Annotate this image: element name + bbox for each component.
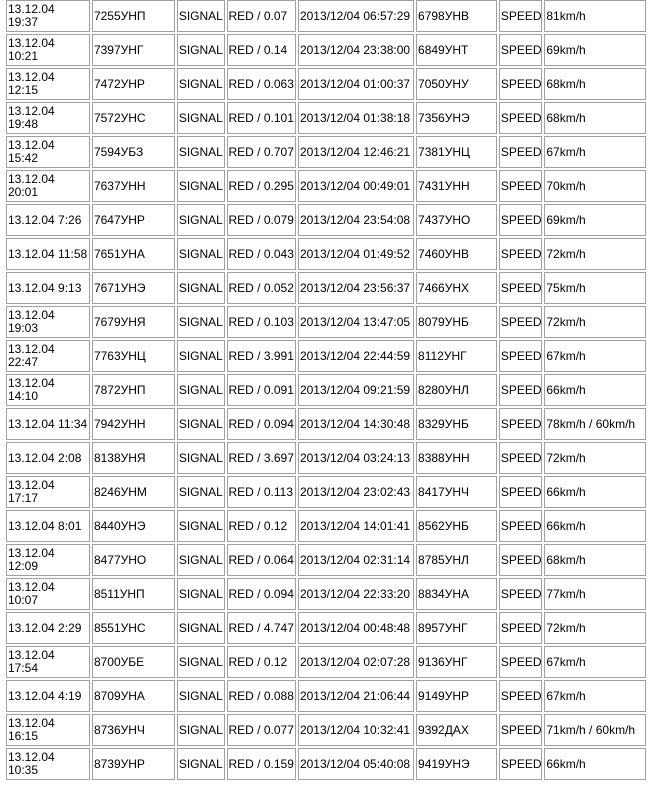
- red-value-cell: RED / 0.101: [227, 102, 296, 134]
- red-value-cell: RED / 0.079: [227, 204, 296, 236]
- plate-id-2-cell: 8112УНГ: [416, 340, 497, 372]
- signal-label-cell: SIGNAL: [177, 204, 225, 236]
- date-cell: 13.12.04 12:09: [6, 544, 90, 576]
- speed-label-cell: SPEED: [499, 306, 543, 338]
- timestamp-cell: 2013/12/04 21:06:44: [298, 680, 414, 712]
- plate-id-2-cell: 8417УНЧ: [416, 476, 497, 508]
- date-cell: 13.12.04 15:42: [6, 136, 90, 168]
- speed-value-cell: 72km/h: [544, 306, 646, 338]
- red-value-cell: RED / 0.088: [227, 680, 296, 712]
- speed-label-cell: SPEED: [499, 544, 543, 576]
- speed-value-cell: 66km/h: [544, 374, 646, 406]
- red-value-cell: RED / 0.07: [227, 0, 296, 32]
- speed-label-cell: SPEED: [499, 748, 543, 780]
- timestamp-cell: 2013/12/04 01:38:18: [298, 102, 414, 134]
- timestamp-cell: 2013/12/04 23:38:00: [298, 34, 414, 66]
- plate-id-2-cell: 8079УНБ: [416, 306, 497, 338]
- signal-label-cell: SIGNAL: [177, 340, 225, 372]
- speed-label-cell: SPEED: [499, 102, 543, 134]
- records-table: [4, 0, 648, 782]
- red-value-cell: RED / 0.094: [227, 578, 296, 610]
- signal-label-cell: SIGNAL: [177, 578, 225, 610]
- timestamp-cell: 2013/12/04 23:56:37: [298, 272, 414, 304]
- red-value-cell: RED / 3.697: [227, 442, 296, 474]
- plate-id-2-cell: 9136УНГ: [416, 646, 497, 678]
- plate-id-cell: 7651УНА: [92, 238, 175, 270]
- speed-label-cell: SPEED: [499, 578, 543, 610]
- plate-id-2-cell: 8388УНН: [416, 442, 497, 474]
- speed-value-cell: 72km/h: [544, 612, 646, 644]
- speed-value-cell: 69km/h: [544, 34, 646, 66]
- plate-id-cell: 7671УНЭ: [92, 272, 175, 304]
- signal-label-cell: SIGNAL: [177, 68, 225, 100]
- plate-id-2-cell: 6849УНТ: [416, 34, 497, 66]
- red-value-cell: RED / 4.747: [227, 612, 296, 644]
- date-cell: 13.12.04 12:15: [6, 68, 90, 100]
- signal-label-cell: SIGNAL: [177, 272, 225, 304]
- speed-value-cell: 67km/h: [544, 680, 646, 712]
- plate-id-2-cell: 8785УНЛ: [416, 544, 497, 576]
- table-row: [6, 578, 646, 610]
- table-row: [6, 510, 646, 542]
- plate-id-2-cell: 9419УНЭ: [416, 748, 497, 780]
- speed-label-cell: SPEED: [499, 612, 543, 644]
- plate-id-2-cell: 9149УНР: [416, 680, 497, 712]
- red-value-cell: RED / 0.12: [227, 646, 296, 678]
- speed-value-cell: 69km/h: [544, 204, 646, 236]
- table-row: [6, 646, 646, 678]
- date-cell: 13.12.04 10:07: [6, 578, 90, 610]
- red-value-cell: RED / 3.991: [227, 340, 296, 372]
- signal-label-cell: SIGNAL: [177, 748, 225, 780]
- table-row: [6, 374, 646, 406]
- date-cell: 13.12.04 4:19: [6, 680, 90, 712]
- plate-id-2-cell: 7466УНХ: [416, 272, 497, 304]
- plate-id-cell: 8551УНС: [92, 612, 175, 644]
- timestamp-cell: 2013/12/04 01:49:52: [298, 238, 414, 270]
- speed-label-cell: SPEED: [499, 136, 543, 168]
- speed-label-cell: SPEED: [499, 374, 543, 406]
- plate-id-cell: 8739УНР: [92, 748, 175, 780]
- speed-label-cell: SPEED: [499, 680, 543, 712]
- date-cell: 13.12.04 10:21: [6, 34, 90, 66]
- signal-label-cell: SIGNAL: [177, 34, 225, 66]
- plate-id-cell: 8709УНА: [92, 680, 175, 712]
- plate-id-cell: 7594УБЗ: [92, 136, 175, 168]
- signal-label-cell: SIGNAL: [177, 306, 225, 338]
- speed-value-cell: 68km/h: [544, 68, 646, 100]
- date-cell: 13.12.04 11:58: [6, 238, 90, 270]
- plate-id-cell: 8246УНМ: [92, 476, 175, 508]
- date-cell: 13.12.04 17:54: [6, 646, 90, 678]
- speed-value-cell: 67km/h: [544, 646, 646, 678]
- date-cell: 13.12.04 11:34: [6, 408, 90, 440]
- speed-value-cell: 67km/h: [544, 340, 646, 372]
- timestamp-cell: 2013/12/04 12:46:21: [298, 136, 414, 168]
- table-row: [6, 306, 646, 338]
- plate-id-2-cell: 8957УНГ: [416, 612, 497, 644]
- timestamp-cell: 2013/12/04 14:01:41: [298, 510, 414, 542]
- plate-id-2-cell: 9392ДАХ: [416, 714, 497, 746]
- plate-id-cell: 8700УБЕ: [92, 646, 175, 678]
- date-cell: 13.12.04 19:37: [6, 0, 90, 32]
- red-value-cell: RED / 0.052: [227, 272, 296, 304]
- signal-label-cell: SIGNAL: [177, 102, 225, 134]
- timestamp-cell: 2013/12/04 22:33:20: [298, 578, 414, 610]
- table-row: [6, 68, 646, 100]
- plate-id-cell: 8477УНО: [92, 544, 175, 576]
- speed-label-cell: SPEED: [499, 442, 543, 474]
- plate-id-cell: 7679УНЯ: [92, 306, 175, 338]
- table-row: [6, 238, 646, 270]
- timestamp-cell: 2013/12/04 23:02:43: [298, 476, 414, 508]
- plate-id-2-cell: 8562УНБ: [416, 510, 497, 542]
- plate-id-2-cell: 7437УНО: [416, 204, 497, 236]
- speed-label-cell: SPEED: [499, 714, 543, 746]
- timestamp-cell: 2013/12/04 13:47:05: [298, 306, 414, 338]
- speed-label-cell: SPEED: [499, 340, 543, 372]
- red-value-cell: RED / 0.14: [227, 34, 296, 66]
- plate-id-2-cell: 7381УНЦ: [416, 136, 497, 168]
- plate-id-cell: 7647УНР: [92, 204, 175, 236]
- table-row: [6, 340, 646, 372]
- red-value-cell: RED / 0.094: [227, 408, 296, 440]
- date-cell: 13.12.04 19:48: [6, 102, 90, 134]
- date-cell: 13.12.04 22:47: [6, 340, 90, 372]
- plate-id-2-cell: 7050УНУ: [416, 68, 497, 100]
- speed-label-cell: SPEED: [499, 170, 543, 202]
- plate-id-2-cell: 8834УНА: [416, 578, 497, 610]
- signal-label-cell: SIGNAL: [177, 374, 225, 406]
- plate-id-cell: 8138УНЯ: [92, 442, 175, 474]
- signal-label-cell: SIGNAL: [177, 680, 225, 712]
- date-cell: 13.12.04 9:13: [6, 272, 90, 304]
- signal-label-cell: SIGNAL: [177, 408, 225, 440]
- table-row: [6, 136, 646, 168]
- plate-id-2-cell: 8329УНБ: [416, 408, 497, 440]
- red-value-cell: RED / 0.043: [227, 238, 296, 270]
- date-cell: 13.12.04 2:29: [6, 612, 90, 644]
- timestamp-cell: 2013/12/04 06:57:29: [298, 0, 414, 32]
- signal-label-cell: SIGNAL: [177, 442, 225, 474]
- speed-value-cell: 71km/h / 60km/h: [544, 714, 646, 746]
- plate-id-cell: 7872УНП: [92, 374, 175, 406]
- speed-value-cell: 78km/h / 60km/h: [544, 408, 646, 440]
- table-row: [6, 612, 646, 644]
- plate-id-cell: 7942УНН: [92, 408, 175, 440]
- signal-label-cell: SIGNAL: [177, 714, 225, 746]
- timestamp-cell: 2013/12/04 09:21:59: [298, 374, 414, 406]
- table-row: [6, 102, 646, 134]
- red-value-cell: RED / 0.12: [227, 510, 296, 542]
- speed-value-cell: 72km/h: [544, 442, 646, 474]
- table-body: [6, 0, 646, 780]
- plate-id-2-cell: 8280УНЛ: [416, 374, 497, 406]
- signal-label-cell: SIGNAL: [177, 238, 225, 270]
- date-cell: 13.12.04 20:01: [6, 170, 90, 202]
- speed-value-cell: 66km/h: [544, 476, 646, 508]
- signal-label-cell: SIGNAL: [177, 476, 225, 508]
- speed-value-cell: 66km/h: [544, 748, 646, 780]
- speed-label-cell: SPEED: [499, 272, 543, 304]
- red-value-cell: RED / 0.295: [227, 170, 296, 202]
- speed-value-cell: 70km/h: [544, 170, 646, 202]
- timestamp-cell: 2013/12/04 05:40:08: [298, 748, 414, 780]
- date-cell: 13.12.04 7:26: [6, 204, 90, 236]
- signal-label-cell: SIGNAL: [177, 136, 225, 168]
- plate-id-cell: 7637УНН: [92, 170, 175, 202]
- speed-label-cell: SPEED: [499, 238, 543, 270]
- plate-id-cell: 8511УНП: [92, 578, 175, 610]
- plate-id-2-cell: 6798УНВ: [416, 0, 497, 32]
- timestamp-cell: 2013/12/04 00:49:01: [298, 170, 414, 202]
- plate-id-2-cell: 7356УНЭ: [416, 102, 497, 134]
- plate-id-cell: 8736УНЧ: [92, 714, 175, 746]
- timestamp-cell: 2013/12/04 23:54:08: [298, 204, 414, 236]
- speed-label-cell: SPEED: [499, 0, 543, 32]
- plate-id-cell: 7255УНП: [92, 0, 175, 32]
- plate-id-cell: 7472УНР: [92, 68, 175, 100]
- plate-id-2-cell: 7431УНН: [416, 170, 497, 202]
- speed-label-cell: SPEED: [499, 476, 543, 508]
- table-row: [6, 408, 646, 440]
- table-row: [6, 272, 646, 304]
- red-value-cell: RED / 0.159: [227, 748, 296, 780]
- table-row: [6, 34, 646, 66]
- signal-label-cell: SIGNAL: [177, 612, 225, 644]
- speed-label-cell: SPEED: [499, 646, 543, 678]
- speed-value-cell: 68km/h: [544, 102, 646, 134]
- speed-value-cell: 68km/h: [544, 544, 646, 576]
- timestamp-cell: 2013/12/04 02:31:14: [298, 544, 414, 576]
- table-row: [6, 204, 646, 236]
- table-row: [6, 0, 646, 32]
- red-value-cell: RED / 0.063: [227, 68, 296, 100]
- signal-label-cell: SIGNAL: [177, 170, 225, 202]
- table-row: [6, 748, 646, 780]
- table-row: [6, 476, 646, 508]
- speed-value-cell: 67km/h: [544, 136, 646, 168]
- table-row: [6, 544, 646, 576]
- speed-value-cell: 81km/h: [544, 0, 646, 32]
- speed-label-cell: SPEED: [499, 408, 543, 440]
- speed-value-cell: 72km/h: [544, 238, 646, 270]
- red-value-cell: RED / 0.091: [227, 374, 296, 406]
- speed-value-cell: 66km/h: [544, 510, 646, 542]
- date-cell: 13.12.04 14:10: [6, 374, 90, 406]
- table-row: [6, 170, 646, 202]
- date-cell: 13.12.04 17:17: [6, 476, 90, 508]
- timestamp-cell: 2013/12/04 14:30:48: [298, 408, 414, 440]
- speed-value-cell: 77km/h: [544, 578, 646, 610]
- signal-label-cell: SIGNAL: [177, 0, 225, 32]
- red-value-cell: RED / 0.077: [227, 714, 296, 746]
- signal-label-cell: SIGNAL: [177, 646, 225, 678]
- red-value-cell: RED / 0.113: [227, 476, 296, 508]
- speed-value-cell: 75km/h: [544, 272, 646, 304]
- plate-id-cell: 8440УНЭ: [92, 510, 175, 542]
- red-value-cell: RED / 0.707: [227, 136, 296, 168]
- speed-label-cell: SPEED: [499, 34, 543, 66]
- signal-label-cell: SIGNAL: [177, 544, 225, 576]
- timestamp-cell: 2013/12/04 02:07:28: [298, 646, 414, 678]
- speed-label-cell: SPEED: [499, 204, 543, 236]
- timestamp-cell: 2013/12/04 00:48:48: [298, 612, 414, 644]
- plate-id-cell: 7763УНЦ: [92, 340, 175, 372]
- signal-label-cell: SIGNAL: [177, 510, 225, 542]
- table-row: [6, 442, 646, 474]
- timestamp-cell: 2013/12/04 22:44:59: [298, 340, 414, 372]
- date-cell: 13.12.04 19:03: [6, 306, 90, 338]
- date-cell: 13.12.04 16:15: [6, 714, 90, 746]
- plate-id-cell: 7397УНГ: [92, 34, 175, 66]
- speed-label-cell: SPEED: [499, 510, 543, 542]
- date-cell: 13.12.04 2:08: [6, 442, 90, 474]
- timestamp-cell: 2013/12/04 10:32:41: [298, 714, 414, 746]
- timestamp-cell: 2013/12/04 01:00:37: [298, 68, 414, 100]
- plate-id-cell: 7572УНС: [92, 102, 175, 134]
- red-value-cell: RED / 0.103: [227, 306, 296, 338]
- date-cell: 13.12.04 8:01: [6, 510, 90, 542]
- timestamp-cell: 2013/12/04 03:24:13: [298, 442, 414, 474]
- table-row: [6, 714, 646, 746]
- table-row: [6, 680, 646, 712]
- speed-label-cell: SPEED: [499, 68, 543, 100]
- date-cell: 13.12.04 10:35: [6, 748, 90, 780]
- plate-id-2-cell: 7460УНВ: [416, 238, 497, 270]
- red-value-cell: RED / 0.064: [227, 544, 296, 576]
